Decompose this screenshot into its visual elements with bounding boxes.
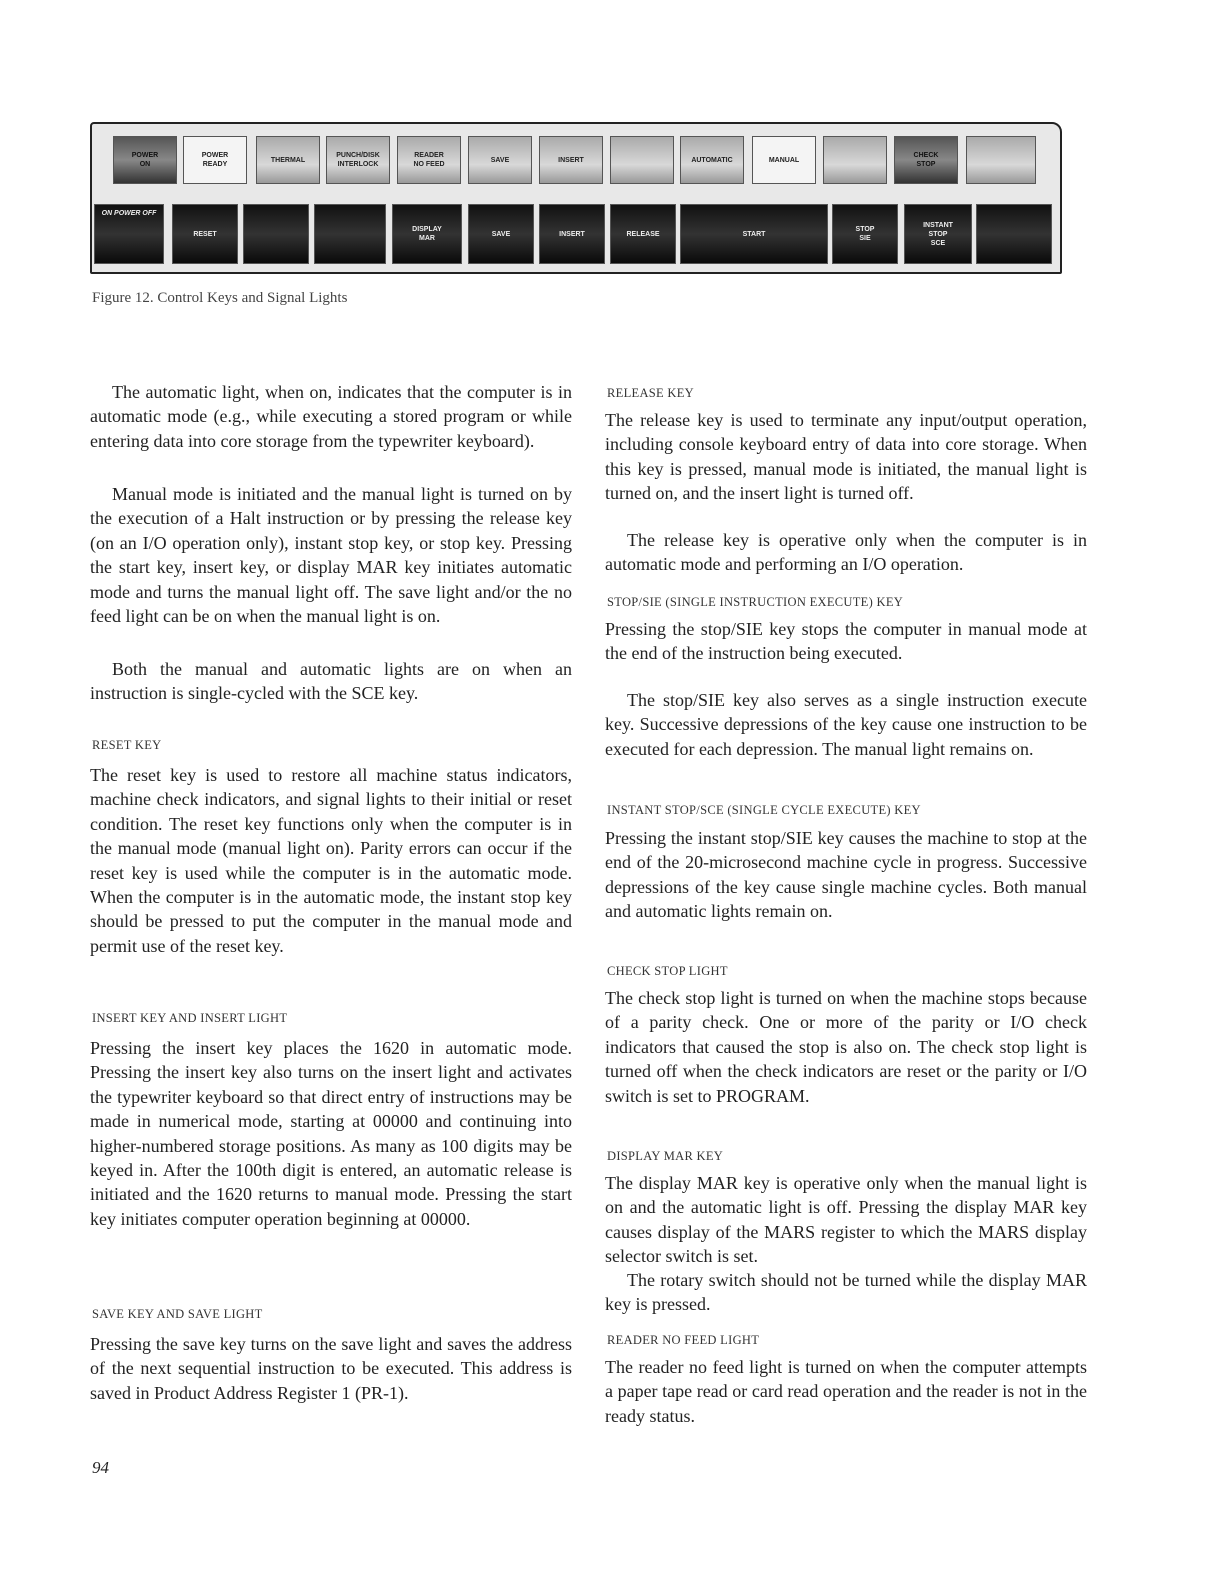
paragraph: Pressing the stop/SIE key stops the computer in manual mode at the end of the instruction being executed.: [605, 619, 1087, 664]
paragraph: The rotary switch should not be turned while the display MAR key is pressed.: [605, 1270, 1087, 1315]
signal-light: INSERT: [539, 136, 603, 184]
signal-light: POWER ON: [113, 136, 177, 184]
signal-light: [823, 136, 887, 184]
paragraph: Pressing the insert key places the 1620 in automatic mode. Pressing the insert key also turns on the insert light and activates the typewriter keyboard so that direct entry of instructions may be made in numerical mode, starting at 00000 and continuing into higher-numbered storage positions. As many as 100 digits may be keyed in. After the 100th digit is entered, an automatic release is initiated and the 1620 returns to manual mode. Pressing the start key initiates computer operation beginning at 00000.: [90, 1038, 572, 1229]
control-key: RESET: [172, 204, 238, 264]
control-key: INSERT: [539, 204, 605, 264]
control-key: [314, 204, 386, 264]
paragraph: The release key is used to terminate any input/output operation, including console keyboard entry of data into core storage. When this key is pressed, manual mode is initiated, the manual light is turned on, and the insert light is turned off.: [605, 410, 1087, 504]
paragraph: Both the manual and automatic lights are on when an instruction is single-cycled with the SCE key.: [90, 659, 572, 704]
paragraph: The stop/SIE key also serves as a single instruction execute key. Successive depressions of the key cause one instruction to be executed for each depression. The manual light remains on.: [605, 690, 1087, 759]
control-key: START: [680, 204, 828, 264]
section-heading: READER NO FEED LIGHT: [607, 1333, 760, 1347]
paragraph: The automatic light, when on, indicates that the computer is in automatic mode (e.g., while executing a stored program or while entering data into core storage from the typewriter keyboard).: [90, 382, 572, 451]
figure-caption: Figure 12. Control Keys and Signal Lights: [92, 290, 348, 306]
control-key: DISPLAY MAR: [392, 204, 462, 264]
section-heading: STOP/SIE (SINGLE INSTRUCTION EXECUTE) KEY: [607, 595, 904, 609]
section-heading: CHECK STOP LIGHT: [607, 964, 728, 978]
signal-light: [610, 136, 674, 184]
signal-light: AUTOMATIC: [680, 136, 744, 184]
paragraph: The reader no feed light is turned on when the computer attempts a paper tape read or card read operation and the reader is not in the ready status.: [605, 1357, 1087, 1426]
section-heading: INSTANT STOP/SCE (SINGLE CYCLE EXECUTE) KEY: [607, 803, 921, 817]
signal-light: READER NO FEED: [397, 136, 461, 184]
control-key: SAVE: [468, 204, 534, 264]
paragraph: The check stop light is turned on when the machine stops because of a parity check. One or more of the parity or I/O check indicators that caused the stop is also on. The check stop light is turned off when the check indicators are reset or the parity or I/O switch is set to PROGRAM.: [605, 988, 1087, 1106]
signal-light: CHECK STOP: [894, 136, 958, 184]
paragraph: Pressing the instant stop/SIE key causes the machine to stop at the end of the 20-microsecond machine cycle in progress. Successive depressions of the key cause single machine cycles. Both manual and automatic lights remain on.: [605, 828, 1087, 922]
paragraph: Manual mode is initiated and the manual light is turned on by the execution of a Halt instruction or by pressing the release key (on an I/O operation only), instant stop key, or stop key. Pressing the start key, insert key, or display MAR key initiates automatic mode and turns the manual light off. The save light and/or the no feed light can be on when the manual light is on.: [90, 484, 572, 627]
paragraph: The reset key is used to restore all machine status indicators, machine check indicators, and signal lights to their initial or reset condition. The reset key functions only when the computer is in the manual mode (manual light on). Parity errors can occur if the reset key is used while the computer is in the automatic mode. When the computer is in the automatic mode, the instant stop key should be pressed to put the computer in the manual mode and permit use of the reset key.: [90, 765, 572, 956]
control-key: [976, 204, 1052, 264]
paragraph: The display MAR key is operative only when the manual light is on and the automatic light is off. Pressing the display MAR key causes display of the MARS register to which the MARS display selector switch is set.: [605, 1173, 1087, 1267]
section-heading: DISPLAY MAR KEY: [607, 1149, 724, 1163]
signal-light: SAVE: [468, 136, 532, 184]
control-key: RELEASE: [610, 204, 676, 264]
control-key: [243, 204, 309, 264]
control-panel-figure: [90, 122, 1062, 274]
control-key: INSTANT STOP SCE: [904, 204, 972, 264]
signal-light: PUNCH/DISK INTERLOCK: [326, 136, 390, 184]
signal-light: MANUAL: [752, 136, 816, 184]
paragraph: The release key is operative only when the computer is in automatic mode and performing an I/O operation.: [605, 530, 1087, 575]
signal-light: THERMAL: [256, 136, 320, 184]
section-heading: RESET KEY: [92, 738, 162, 752]
section-heading: INSERT KEY AND INSERT LIGHT: [92, 1011, 288, 1025]
control-key: STOP SIE: [832, 204, 898, 264]
page-number: 94: [92, 1458, 109, 1477]
paragraph: Pressing the save key turns on the save light and saves the address of the next sequential instruction to be executed. This address is saved in Product Address Register 1 (PR-1).: [90, 1334, 572, 1403]
signal-light: POWER READY: [183, 136, 247, 184]
section-heading: RELEASE KEY: [607, 386, 694, 400]
section-heading: SAVE KEY AND SAVE LIGHT: [92, 1307, 263, 1321]
power-switch: ON POWER OFF: [94, 204, 164, 264]
signal-light: [966, 136, 1036, 184]
